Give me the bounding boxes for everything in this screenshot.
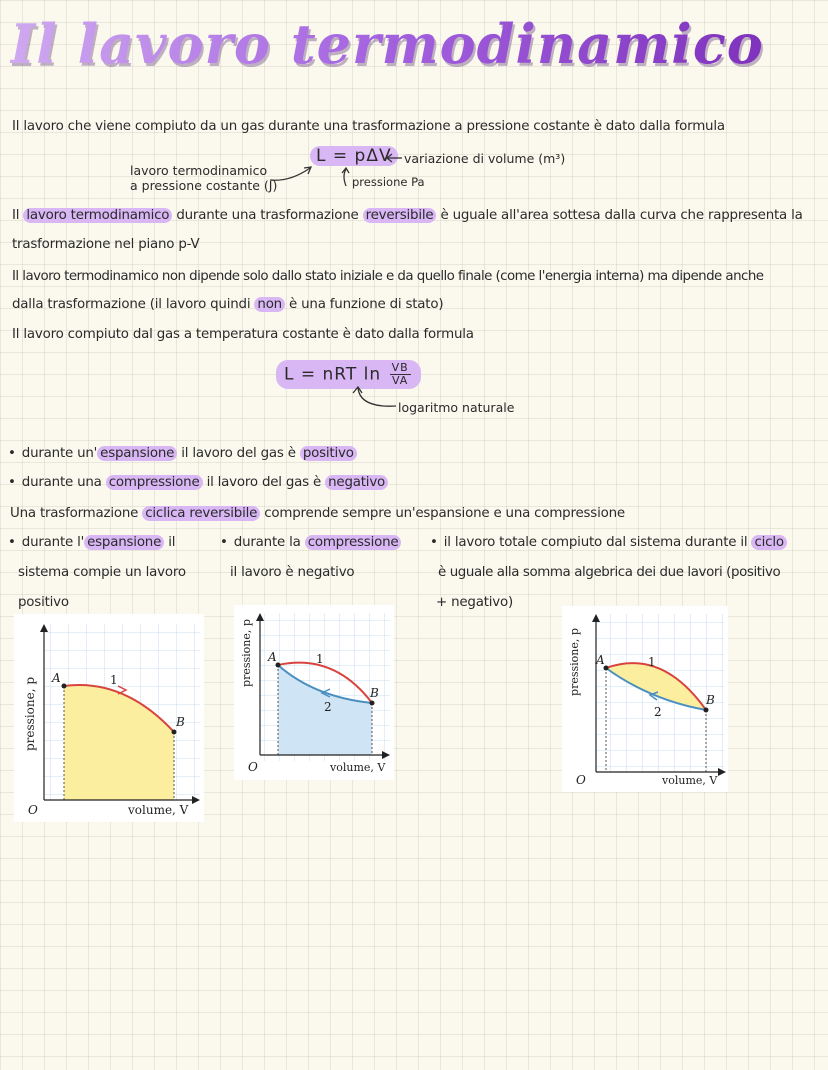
point-a: [62, 684, 67, 689]
label-origin: O: [248, 760, 258, 774]
ylabel: pressione, p: [23, 676, 37, 752]
highlight-reversibile: reversibile: [363, 208, 437, 223]
formula1-left-note-2: a pressione costante (J): [130, 178, 278, 193]
highlight-espansione: espansione: [97, 446, 177, 461]
formula1-right-arrow: [384, 150, 404, 164]
col3-line3: + negativo): [436, 595, 514, 610]
p5-ciclica: [10, 503, 625, 525]
page-title: Il lavoro termodinamico: [10, 4, 818, 84]
graph-espansione-svg: [14, 614, 204, 822]
label-b: B: [176, 715, 185, 729]
col2-text-a: durante la: [233, 535, 301, 550]
col1-text-b: il: [168, 535, 176, 550]
col2-line1: [220, 532, 401, 554]
ylabel: pressione, p: [568, 628, 581, 696]
col1-line1: [8, 532, 175, 554]
point-b: [704, 708, 709, 713]
label-2: 2: [654, 705, 662, 719]
highlight-col1-espansione: espansione: [84, 535, 164, 550]
col3-line1: [430, 532, 787, 554]
p3-text-a: dalla trasformazione (il lavoro quindi: [12, 297, 251, 312]
intro-text: Il lavoro che viene compiuto da un gas durante una trasformazione a pressione costante è dato dalla formula: [12, 119, 725, 134]
highlight-col2-compressione: compressione: [305, 535, 402, 550]
formula2-numerator: VB: [391, 361, 409, 374]
xlabel: volume, V: [128, 803, 189, 817]
col1-line2: sistema compie un lavoro: [18, 565, 186, 580]
label-b: B: [706, 693, 715, 707]
highlight-non: non: [254, 297, 285, 312]
paragraph-area: [12, 205, 803, 227]
label-1: 1: [110, 673, 118, 687]
label-origin: O: [28, 803, 38, 817]
p4-text: Il lavoro compiuto dal gas a temperatura costante è dato dalla formula: [12, 327, 474, 342]
formula1-below-note: pressione Pa: [352, 175, 425, 189]
p2-text-c: è uguale all'area sottesa dalla curva che rappresenta la: [440, 208, 803, 223]
label-a: A: [268, 650, 277, 664]
formula1-expr: L = pΔV: [310, 146, 398, 166]
xlabel: volume, V: [330, 761, 386, 774]
label-1: 1: [316, 652, 324, 666]
point-b: [370, 701, 375, 706]
b2-text-a: durante una: [21, 475, 102, 490]
label-1: 1: [648, 655, 656, 669]
graph-espansione: [14, 614, 204, 822]
col2-line2: il lavoro è negativo: [230, 565, 355, 580]
graph-ciclo: [562, 606, 728, 792]
col3-line2: è uguale alla somma algebrica dei due lavori (positivo: [438, 565, 781, 580]
formula1-right-note: variazione di volume (m³): [404, 151, 566, 166]
formula2-expr: L = nRT ln: [284, 364, 382, 385]
col3-text-a: il lavoro totale compiuto dal sistema durante il: [443, 535, 748, 550]
graph-ciclo-svg: [562, 606, 728, 792]
highlight-ciclo: ciclo: [751, 535, 786, 550]
p2-text-b: durante una trasformazione: [176, 208, 359, 223]
highlight-positivo: positivo: [300, 446, 357, 461]
col1-line3: positivo: [18, 595, 69, 610]
b1-text-b: il lavoro del gas è: [181, 446, 296, 461]
highlight-ciclica-reversibile: ciclica reversibile: [142, 506, 260, 521]
b1-text-a: durante un': [21, 446, 98, 461]
label-a: A: [52, 671, 61, 685]
highlight-negativo: negativo: [325, 475, 388, 490]
p3-line2: [12, 294, 443, 316]
label-a: A: [596, 653, 605, 667]
highlight-compressione: compressione: [106, 475, 203, 490]
graph-compressione-svg: [234, 605, 394, 780]
formula2-arrow: [350, 384, 400, 412]
point-b: [172, 730, 177, 735]
formula1-left-note-1: lavoro termodinamico: [130, 163, 268, 178]
highlight-lavoro-termodinamico: lavoro termodinamico: [23, 208, 172, 223]
p2-line2: trasformazione nel piano p-V: [12, 237, 200, 252]
bullet-espansione: [8, 443, 357, 465]
p5-text-b: comprende sempre un'espansione e una compressione: [264, 506, 625, 521]
p5-text-a: Una trasformazione: [10, 506, 139, 521]
formula2-note: logaritmo naturale: [398, 400, 515, 415]
ylabel: pressione, p: [240, 619, 253, 687]
bullet-compressione: [8, 472, 388, 494]
label-origin: O: [576, 773, 586, 787]
label-2: 2: [324, 700, 332, 714]
p2-text-a: Il: [12, 208, 20, 223]
label-b: B: [370, 686, 379, 700]
xlabel: volume, V: [662, 774, 718, 787]
col1-text-a: durante l': [21, 535, 85, 550]
graph-compressione: [234, 605, 394, 780]
p3-line1: Il lavoro termodinamico non dipende solo dallo stato iniziale e da quello finale (come l'energia interna) ma dipende anche: [12, 269, 764, 284]
p3-text-b: è una funzione di stato): [289, 297, 444, 312]
formula2-denominator: VA: [391, 374, 409, 387]
b2-text-b: il lavoro del gas è: [206, 475, 322, 490]
